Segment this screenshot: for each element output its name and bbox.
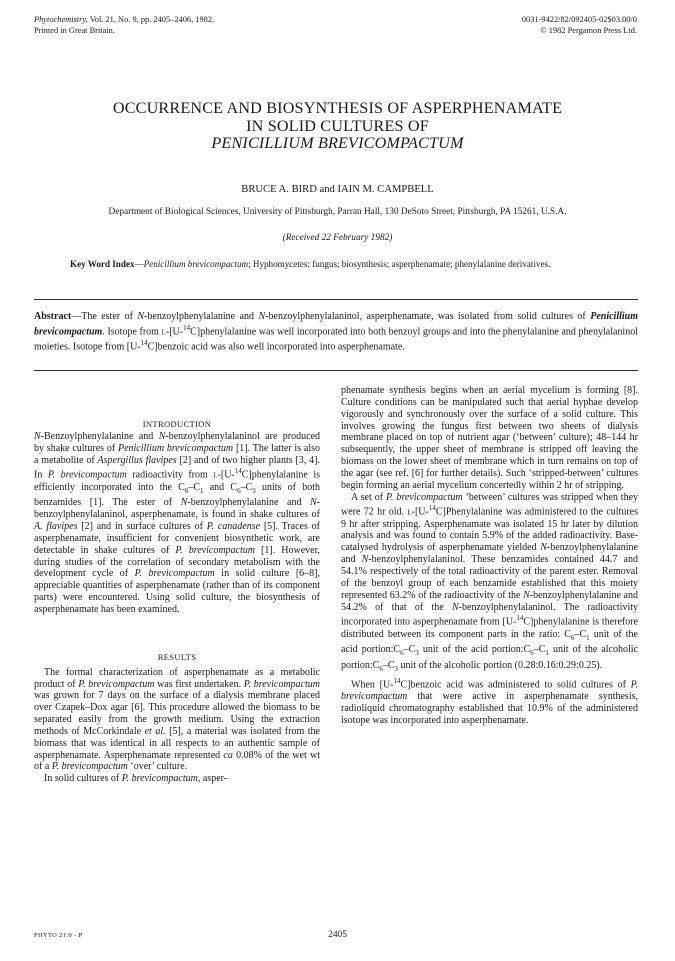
right-paragraph-2: A set of P. brevicompactum ‘between’ cultures was stripped when they were 72 hr old. l-[U-$^{14}$C]Phenylalanine was administered to the cultures 9 hr after stripping. Asperphenamate was isolated 15 hr later by dilution analysis and was found to contain 5.9% of the added radioactivity. Base-catalysed hydrolysis of asperphenamate yielded N-benzoylphenylalanine and N-benzoylphenylalaninol. These benzamides contained 44.7 and 54.1% respectively of the total radioactivity of the parent ester. Removal of the benzoyl group of each benzamide established that this moiety represented 63.2% of the radioactivity of the N-benzoylphenylalanine and 54.2% of that of the N-benzoylphenylalaninol. The radioactivity incorporated into asperphenamate from [U-$^{14}$C]phenylalanine is therefore distributed between its component parts in the ratio: $C_6-C_1$ unit of the acid $portion:C_6-C_3$ unit of the acid $portion:C_6-C_1$ unit of the alcoholic $portion:C_6-C_3$ unit of the alcoholic portion (0.28:0.16:0.29:0.25). bbox=[341, 491, 639, 674]
copyright-block bbox=[522, 15, 637, 36]
abstract-bottom-rule bbox=[34, 370, 638, 371]
abstract: Abstract—The ester of N-benzoylphenylalanine and N-benzoylphenylalaninol, asperphenamate, was isolated from solid cultures of Penicillium brevicompactum. Isotope from l-[U-$^{14}$C]phenylalanine was well incorporated into both benzoyl groups and into the phenylalanine and phenylalaninol moieties. Isotope from [U-$^{14}$C]benzoic acid was also well incorporated into asperphenamate. bbox=[34, 311, 639, 353]
results-paragraph-1: The formal characterization of asperphenamate as a metabolic product of P. brevicompactum was first undertaken. P. brevicompactum was grown for 7 days on the surface of a dialysis membrane placed over Czapek–Dox agar [6]. This procedure allowed the biomass to be separated easily from the growth medium. Using the extraction methods of McCorkindale et al. [5], a material was isolated from the biomass that was identical in all respects to an authentic sample of asperphenamate. Asperphenamate represented ca 0.08% of the wet wt of a P. brevicompactum ‘over’ culture. bbox=[34, 666, 320, 773]
key-word-index: Key Word Index—Penicillium brevicompactum; Hyphomycetes; fungus; biosynthesis; asperphenamate; phenylalanine derivatives. bbox=[70, 259, 551, 269]
journal-citation: Phytochemistry, Vol. 21, No. 9, pp. 2405–2406, 1982. Printed in Great Britain. bbox=[34, 15, 215, 35]
received-date: (Received 22 February 1982) bbox=[282, 233, 393, 243]
page-number: 2405 bbox=[328, 930, 347, 940]
right-paragraph-1: phenamate synthesis begins when an aerial mycelium is forming [8]. Culture conditions can be manipulated such that aerial hyphae develop vigorously and synchronously over the surface of a solid culture. This involves growing the fungus first between two sheets of dialysis membrane placed on top of nutrient agar (‘between’ culture); 48–144 hr subsequently, the upper sheet of membrane is stripped off leaving the biomass on the lower sheet of membrane which in turn remains on top of the agar (see ref. [6] for further details). Such ‘stripped-between’ cultures begin forming an aerial mycelium concertedly within 2 hr of stripping. bbox=[341, 385, 638, 491]
article-title: OCCURRENCE AND BIOSYNTHESIS OF ASPERPHENAMATE IN SOLID CULTURES OF PENICILLIUM BREVICOMPACTUM bbox=[112, 99, 563, 153]
abstract-top-rule bbox=[34, 299, 638, 300]
footer-code: PHYTO 21:9 - P bbox=[34, 932, 83, 939]
right-column bbox=[341, 385, 638, 727]
right-paragraph-3: When [U-$^{14}$C]benzoic acid was administered to solid cultures of P. brevicompactum that were active in asperphenamate synthesis, radioliquid chromatography established that 10.9% of the administered isotope was incorporated into asperphenamate. bbox=[341, 677, 638, 726]
results-heading: RESULTS bbox=[157, 651, 197, 662]
printed-note: Printed in Great Britain. bbox=[34, 25, 115, 35]
author-line: BRUCE A. BIRD and IAIN M. CAMPBELL bbox=[241, 184, 434, 195]
introduction-heading: INTRODUCTION bbox=[142, 419, 212, 429]
issn-code: 0031-9422/82/092405-02$03.00/0 bbox=[521, 15, 637, 24]
results-paragraph-2: In solid cultures of P. brevicompactum, asper- bbox=[44, 773, 228, 785]
left-column bbox=[34, 385, 320, 785]
introduction-paragraph: N-Benzoylphenylalanine and N-benzoylphenylalaninol are produced by shake cultures of Penicillium brevicompactum [1]. The latter is also a metabolite of Aspergillus flavipes [2] and of two higher plants [3, 4]. In P. brevicompactum radioactivity from l-[U-$^{14}$C]phenylalanine is efficiently incorporated into the $C_6-C_1$ and $C_6-C_3$ units of both benzamides [1]. The ester of N-benzoylphenylalanine and N-benzoylphenylalaninol, asperphenamate, is found in shake cultures of A. flavipes [2] and in surface cultures of P. canadense [5]. Traces of asperphenamate, insufficient for convenient biosynthetic work, are detectable in shake cultures of P. brevicompactum [1]. However, during studies of the correlation of secondary metabolism with the development cycle of P. brevicompactum in solid culture [6–8], appreciable quantities of asperphenamate (rather than of its component parts) were encountered. Using solid culture, the biosynthesis of asperphenamate has been examined. bbox=[34, 430, 321, 615]
affiliation: Department of Biological Sciences, University of Pittsburgh, Parran Hall, 130 DeSoto Street, Pittsburgh, PA 15261, U.S.A. bbox=[108, 207, 567, 217]
copyright-line: © 1982 Pergamon Press Ltd. bbox=[540, 25, 637, 35]
